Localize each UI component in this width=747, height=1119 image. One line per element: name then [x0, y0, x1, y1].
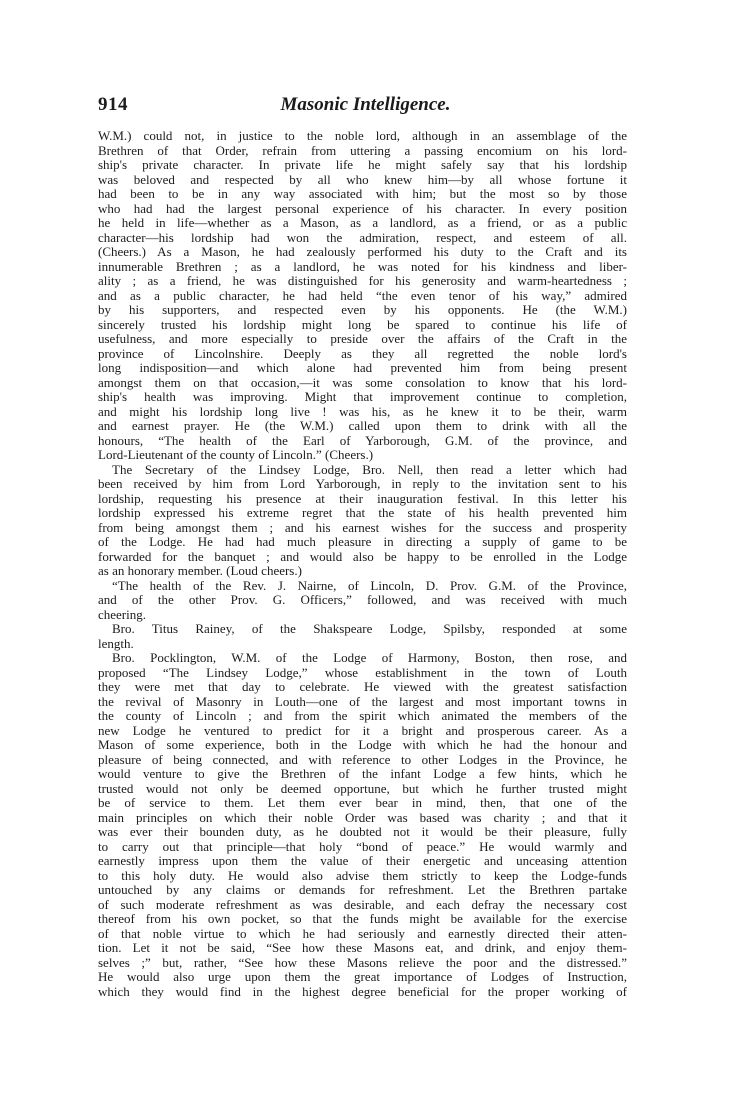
text-line: honours, “The health of the Earl of Yarborough, G.M. of the province, and: [98, 432, 627, 448]
text-line: new Lodge he ventured to predict for it a bright and prosperous career. As a: [98, 722, 627, 738]
text-line: Brethren of that Order, refrain from uttering a passing encomium on his lord-: [98, 142, 627, 158]
text-line: would venture to give the Brethren of the infant Lodge a few hints, which he: [98, 766, 627, 781]
text-line: was ever their bounden duty, as he doubted not it would be their pleasure, fully: [98, 824, 627, 839]
text-line: (Cheers.) As a Mason, he had zealously performed his duty to the Craft and its: [98, 244, 627, 259]
text-line: province of Lincolnshire. Deeply as they all regretted the noble lord's: [98, 345, 627, 361]
text-line: tion. Let it not be said, “See how these Masons eat, and drink, and enjoy them-: [98, 940, 627, 955]
text-line: by his supporters, and respected even by his opponents. He (the W.M.): [98, 302, 627, 317]
text-line: cheering.: [98, 606, 147, 622]
text-line: of that noble virtue to which he had seriously and earnestly directed their atten-: [98, 925, 627, 941]
text-line: and as a public character, he had held “the even tenor of his way,” admired: [98, 287, 627, 303]
text-line: trusted would not only be deemed opportune, but which he further trusted might: [98, 780, 627, 796]
text-line: sincerely trusted his lordship might long be spared to continue his life of: [98, 316, 627, 332]
text-line: to carry out that principle—that holy “bond of peace.” He would warmly and: [98, 838, 627, 854]
text-line: and earnest prayer. He (the W.M.) called upon them to drink with all the: [98, 418, 627, 433]
text-line: untouched by any claims or demands for refreshment. Let the Brethren partake: [98, 882, 627, 897]
text-line: of such moderate refreshment as was desirable, and each defray the necessary cost: [98, 896, 627, 912]
text-line: selves ;” but, rather, “See how these Masons relieve the poor and the distressed.”: [98, 954, 627, 970]
text-line: ality ; as a friend, he was distinguished for his generosity and warm-heartedness ;: [98, 273, 627, 288]
text-line: main principles on which their noble Order was based was charity ; and that it: [98, 809, 627, 825]
text-line: as an honorary member. (Loud cheers.): [98, 563, 302, 578]
text-line: long indisposition—and which alone had prevented him from being present: [98, 360, 627, 375]
text-line: from being amongst them ; and his earnest wishes for the success and prosperity: [98, 519, 627, 535]
text-line: the county of Lincoln ; and from the spirit which animated the members of the: [98, 708, 627, 723]
text-line: thereof from his own pocket, so that the funds might be available for the exercise: [98, 911, 627, 926]
text-line: they were met that day to celebrate. He viewed with the greatest satisfaction: [98, 679, 627, 694]
text-line: length.: [98, 635, 134, 651]
text-line: had been to be in any way associated with him; but the most so by those: [98, 186, 627, 201]
text-line: who had had the largest personal experience of his character. In every position: [98, 200, 627, 216]
text-line: lordship, requesting his presence at their inauguration festival. In this letter his: [98, 490, 627, 506]
text-line: innumerable Brethren ; as a landlord, he was noted for his kindness and liber-: [98, 258, 627, 274]
text-line: ship's health was improving. Might that improvement continue to completion,: [98, 389, 627, 404]
text-line: been received by him from Lord Yarborough, in reply to the invitation sent to his: [98, 476, 627, 491]
text-line: of the Lodge. He had had much pleasure in directing a supply of game to be: [98, 534, 627, 549]
text-line: which they would find in the highest degree beneficial for the proper working of: [98, 983, 627, 999]
text-line: “The health of the Rev. J. Nairne, of Lincoln, D. Prov. G.M. of the Province,: [112, 577, 627, 593]
page-header: [98, 94, 633, 118]
text-line: lordship expressed his extreme regret that the state of his health prevented him: [98, 505, 627, 520]
text-line: to this holy duty. He would also advise them strictly to keep the Lodge-funds: [98, 867, 627, 883]
text-line: The Secretary of the Lindsey Lodge, Bro. Nell, then read a letter which had: [112, 461, 627, 477]
text-line: was beloved and respected by all who knew him—by all whose fortune it: [98, 171, 627, 187]
page-number: 914: [98, 94, 128, 115]
text-line: be of service to them. Let them ever bear in mind, then, that one of the: [98, 795, 627, 810]
text-line: earnestly impress upon them the value of their energetic and unceasing attention: [98, 853, 627, 868]
text-line: the revival of Masonry in Louth—one of the largest and most important towns in: [98, 693, 627, 709]
text-line: He would also urge upon them the great importance of Lodges of Instruction,: [98, 969, 627, 984]
text-line: forwarded for the banquet ; and would also be happy to be enrolled in the Lodge: [98, 548, 627, 564]
text-line: and might his lordship long live ! was his, as he knew it to be their, warm: [98, 403, 627, 419]
text-line: proposed “The Lindsey Lodge,” whose establishment in the town of Louth: [98, 664, 627, 680]
text-line: he held in life—whether as a Mason, as a landlord, as a friend, or as a public: [98, 215, 627, 230]
text-line: W.M.) could not, in justice to the noble lord, although in an assemblage of the: [98, 128, 627, 143]
text-line: and of the other Prov. G. Officers,” followed, and was received with much: [98, 592, 627, 607]
text-line: Mason of some experience, both in the Lodge with which he had the honour and: [98, 737, 627, 752]
text-line: amongst them on that occasion,—it was some consolation to know that his lord-: [98, 374, 627, 390]
text-line: character—his lordship had won the admiration, respect, and esteem of all.: [98, 229, 627, 245]
article-body: [98, 129, 627, 999]
text-line: pleasure of being connected, and with reference to other Lodges in the Province, he: [98, 751, 627, 767]
text-line: Bro. Pocklington, W.M. of the Lodge of Harmony, Boston, then rose, and: [112, 650, 627, 665]
text-line: Bro. Titus Rainey, of the Shakspeare Lodge, Spilsby, responded at some: [112, 621, 627, 636]
running-title: Masonic Intelligence.: [280, 94, 451, 115]
text-line: Lord-Lieutenant of the county of Lincoln.” (Cheers.): [98, 447, 374, 462]
text-line: ship's private character. In private life he might safely say that his lordship: [98, 157, 627, 172]
text-line: usefulness, and more especially to preside over the affairs of the Craft in the: [98, 331, 627, 346]
